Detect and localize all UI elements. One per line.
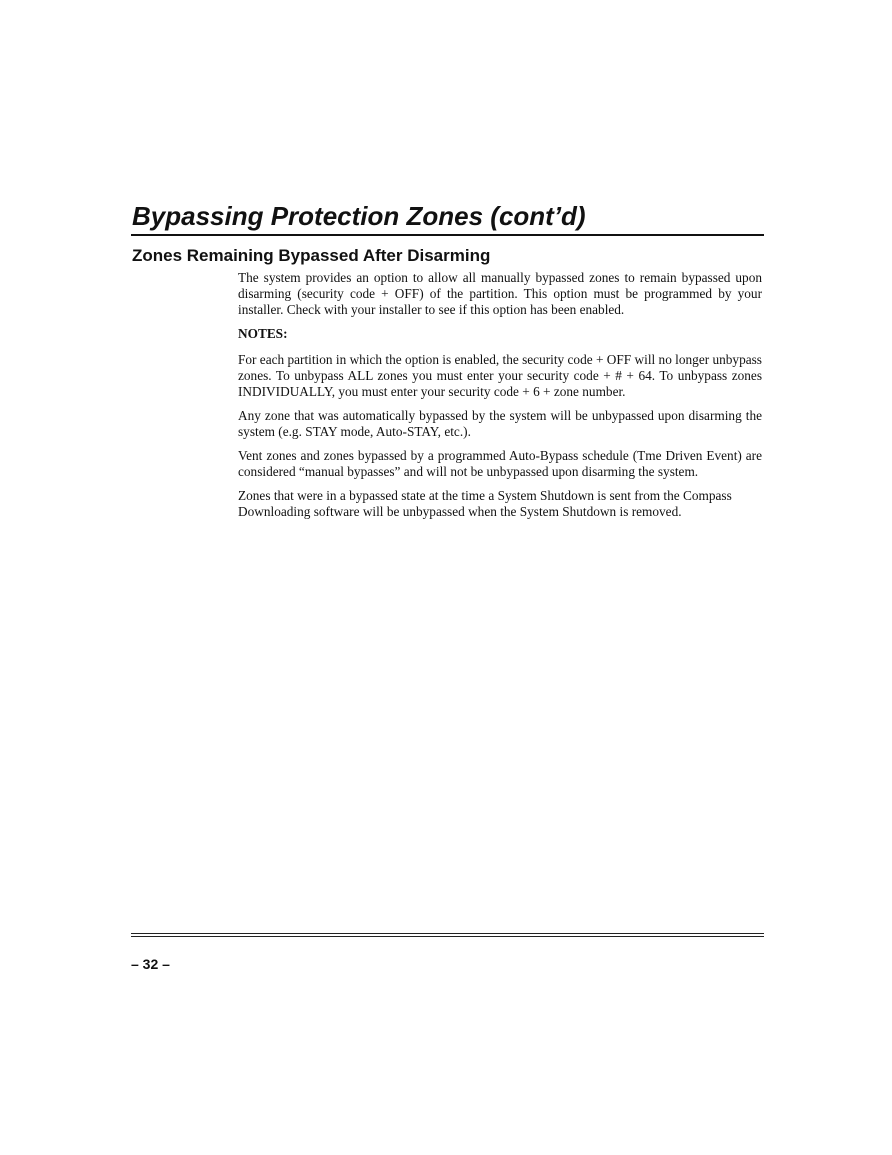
page-number: – 32 – bbox=[131, 956, 170, 972]
section-heading: Zones Remaining Bypassed After Disarming bbox=[132, 246, 491, 265]
note-paragraph-2: Any zone that was automatically bypassed by the system will be unbypassed upon disarming the system (e.g. STAY mode, Auto-STAY, etc.). bbox=[238, 408, 762, 439]
notes-label: NOTES: bbox=[238, 326, 288, 341]
footer-divider bbox=[131, 933, 764, 937]
note-paragraph-1: For each partition in which the option is enabled, the security code + OFF will no longer unbypass zones. To unbypass ALL zones you must enter your security code + # + 64. To unbypass zones INDIVIDUALLY, you must enter your security code + 6 + zone number. bbox=[238, 352, 762, 399]
note-paragraph-3: Vent zones and zones bypassed by a programmed Auto-Bypass schedule (Tme Driven Event) are considered “manual bypasses” and will not be unbypassed upon disarming the system. bbox=[238, 448, 762, 479]
title-divider bbox=[131, 234, 764, 236]
note-paragraph-4: Zones that were in a bypassed state at the time a System Shutdown is sent from the Compass Downloading software will be unbypassed when the System Shutdown is removed. bbox=[238, 488, 732, 519]
intro-paragraph: The system provides an option to allow all manually bypassed zones to remain bypassed upon disarming (security code + OFF) of the partition. This option must be programmed by your installer. Check with your installer to see if this option has been enabled. bbox=[238, 270, 762, 317]
section-body bbox=[238, 270, 762, 528]
page-title: Bypassing Protection Zones (cont’d) bbox=[132, 201, 586, 231]
